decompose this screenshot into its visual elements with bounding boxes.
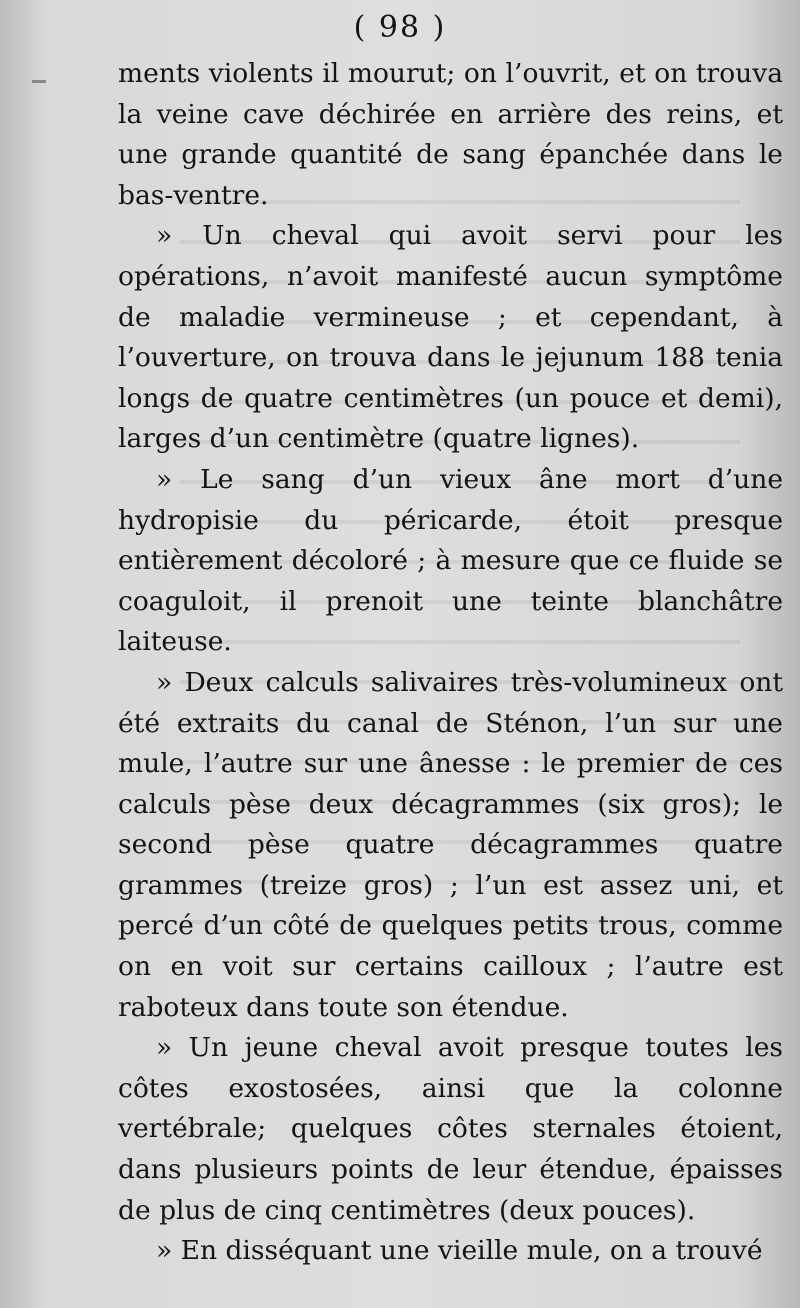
paragraph-vieille-mule: » En disséquant une vieille mule, on a trouvé bbox=[156, 1235, 763, 1267]
paragraph-cheval-operations: » Un cheval qui avoit servi pour les opérations, n’avoit manifesté aucun symptôme de maladie vermineuse ; et cependant, à l’ouverture, on trouva dans le jejunum 188 tenia longs de quatre centimètres (un pouce et demi), larges d’un centimètre (quatre lignes). bbox=[118, 220, 783, 455]
paragraph-calculs-salivaires: » Deux calculs salivaires très-volumineux ont été extraits du canal de Sténon, l’un sur une mule, l’autre sur une ânesse : le premier de ces calculs pèse deux décagrammes (six gros); le second pèse quatre décagrammes quatre grammes (treize gros) ; l’un est assez uni, et percé d’un côté de quelques petits trous, comme on en voit sur certains cailloux ; l’autre est raboteux dans toute son étendue. bbox=[118, 666, 783, 1023]
paragraph-continuation: ments violents il mourut; on l’ouvrit, et on trouva la veine cave déchirée en arrière des reins, et une grande quantité de sang épanchée dans le bas-ventre. bbox=[118, 58, 783, 211]
page-number: ( 98 ) bbox=[353, 10, 447, 45]
paragraph-jeune-cheval: » Un jeune cheval avoit presque toutes les côtes exostosées, ainsi que la colonne vertébrale; quelques côtes sternales étoient, dans plusieurs points de leur étendue, épaisses de plus de cinq centimètres (deux pouces). bbox=[118, 1032, 783, 1226]
paragraph-sang-ane: » Le sang d’un vieux âne mort d’une hydropisie du péricarde, étoit presque entièrement décoloré ; à mesure que ce fluide se coaguloit, il prenoit une teinte blanchâtre laiteuse. bbox=[118, 463, 783, 658]
margin-mark bbox=[32, 80, 46, 83]
body-text bbox=[118, 54, 783, 1272]
